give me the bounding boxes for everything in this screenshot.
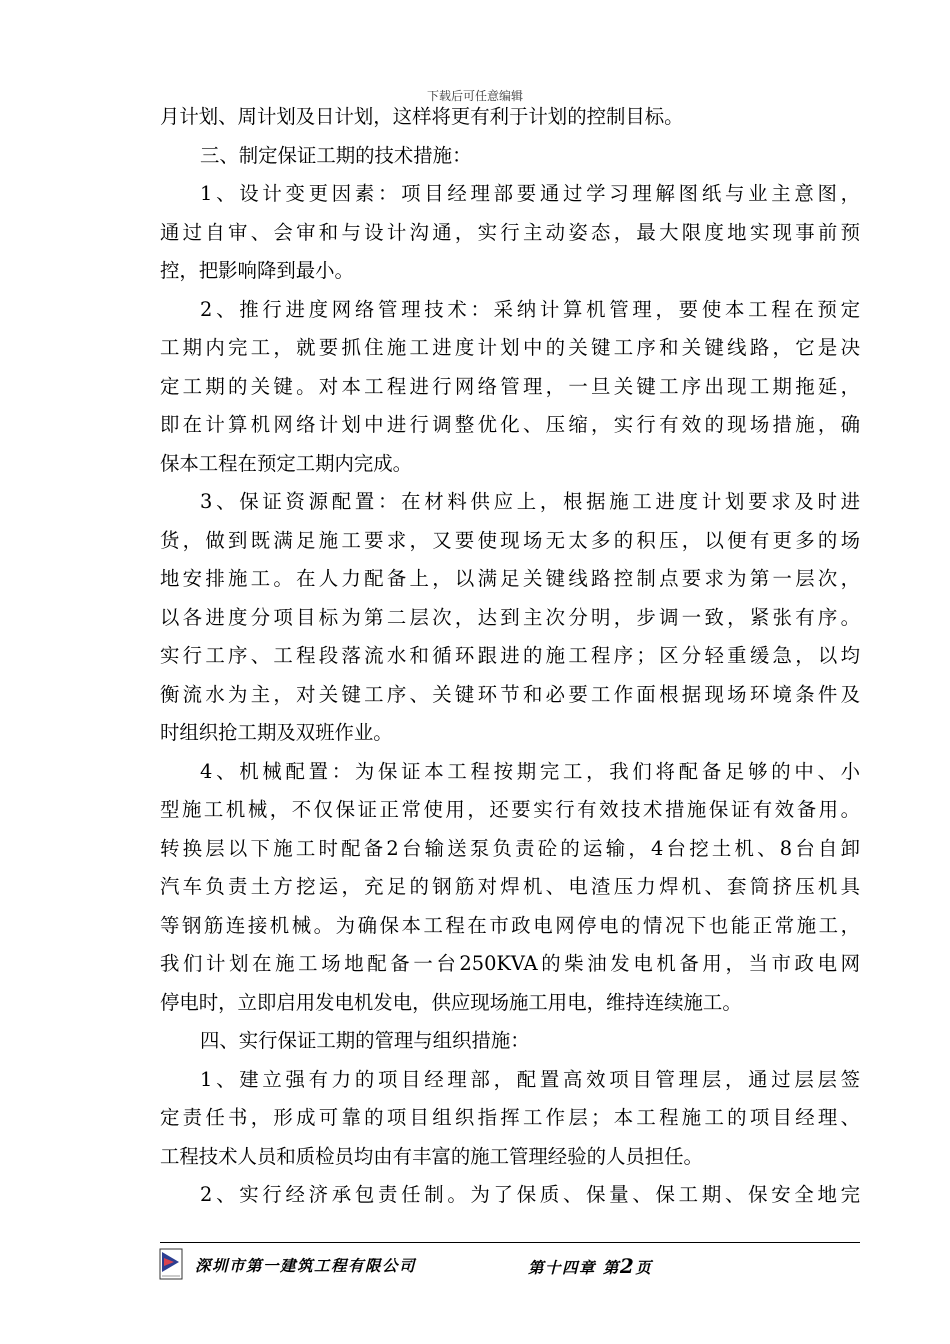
footer-page-suffix: 页	[635, 1258, 653, 1277]
body-line: 型施工机械，不仅保证正常使用，还要实行有效技术措施保证有效备用。	[160, 798, 860, 821]
body-line: 保本工程在预定工期内完成。	[160, 451, 413, 475]
body-line: 时组织抢工期及双班作业。	[160, 721, 393, 744]
body-line: 等钢筋连接机械。为确保本工程在市政电网停电的情况下也能正常施工，	[160, 913, 860, 937]
body-line: 转换层以下施工时配备2台输送泵负责砼的运输，4台挖土机、8台自卸	[160, 836, 860, 860]
body-line: 1、设计变更因素：项目经理部要通过学习理解图纸与业主意图，	[200, 182, 860, 205]
body-line: 控，把影响降到最小。	[160, 259, 354, 282]
footer-divider	[160, 1242, 860, 1243]
body-line: 四、实行保证工期的管理与组织措施：	[200, 1029, 530, 1052]
footer-company-name: 深圳市第一建筑工程有限公司	[195, 1256, 417, 1275]
body-line: 通过自审、会审和与设计沟通，实行主动姿态，最大限度地实现事前预	[160, 220, 860, 244]
body-line: 工程技术人员和质检员均由有丰富的施工管理经验的人员担任。	[160, 1144, 703, 1168]
body-line: 地安排施工。在人力配备上，以满足关键线路控制点要求为第一层次，	[160, 567, 860, 590]
footer-chapter: 第十四章 第	[528, 1258, 620, 1277]
body-line: 停电时，立即启用发电机发电，供应现场施工用电，维持连续施工。	[160, 990, 742, 1014]
company-logo-icon	[159, 1248, 183, 1280]
body-line: 以各进度分项目标为第二层次，达到主次分明，步调一致，紧张有序。	[160, 605, 860, 629]
body-line: 汽车负责土方挖运，充足的钢筋对焊机、电渣压力焊机、套筒挤压机具	[160, 875, 860, 898]
body-line: 定工期的关键。对本工程进行网络管理，一旦关键工序出现工期拖延，	[160, 374, 860, 398]
download-watermark: 下载后可任意编辑	[426, 89, 523, 103]
footer-page-info	[528, 1254, 652, 1280]
body-line: 定责任书，形成可靠的项目组织指挥工作层；本工程施工的项目经理、	[160, 1106, 860, 1129]
body-line: 工期内完工，就要抓住施工进度计划中的关键工序和关键线路，它是决	[160, 336, 860, 359]
body-line: 4、机械配置：为保证本工程按期完工，我们将配备足够的中、小	[200, 759, 860, 783]
body-line: 衡流水为主，对关键工序、关键环节和必要工作面根据现场环境条件及	[160, 682, 860, 706]
body-line: 2、推行进度网络管理技术：采纳计算机管理，要使本工程在预定	[200, 297, 860, 321]
footer-page-number: 2	[619, 1254, 636, 1278]
body-line: 三、制定保证工期的技术措施：	[200, 143, 472, 167]
body-line: 实行工序、工程段落流水和循环跟进的施工程序；区分轻重缓急，以均	[160, 644, 860, 667]
body-line: 月计划、周计划及日计划，这样将更有利于计划的控制目标。	[160, 105, 684, 128]
body-line: 2、实行经济承包责任制。为了保质、保量、保工期、保安全地完	[200, 1183, 860, 1206]
body-line: 货，做到既满足施工要求，又要使现场无太多的积压，以便有更多的场	[160, 528, 860, 552]
body-line: 3、保证资源配置：在材料供应上，根据施工进度计划要求及时进	[200, 490, 860, 513]
body-line: 我们计划在施工场地配备一台250KVA的柴油发电机备用，当市政电网	[160, 952, 860, 975]
body-line: 即在计算机网络计划中进行调整优化、压缩，实行有效的现场措施，确	[160, 413, 860, 436]
body-line: 1、建立强有力的项目经理部，配置高效项目管理层，通过层层签	[200, 1067, 860, 1091]
document-body	[160, 98, 860, 1215]
